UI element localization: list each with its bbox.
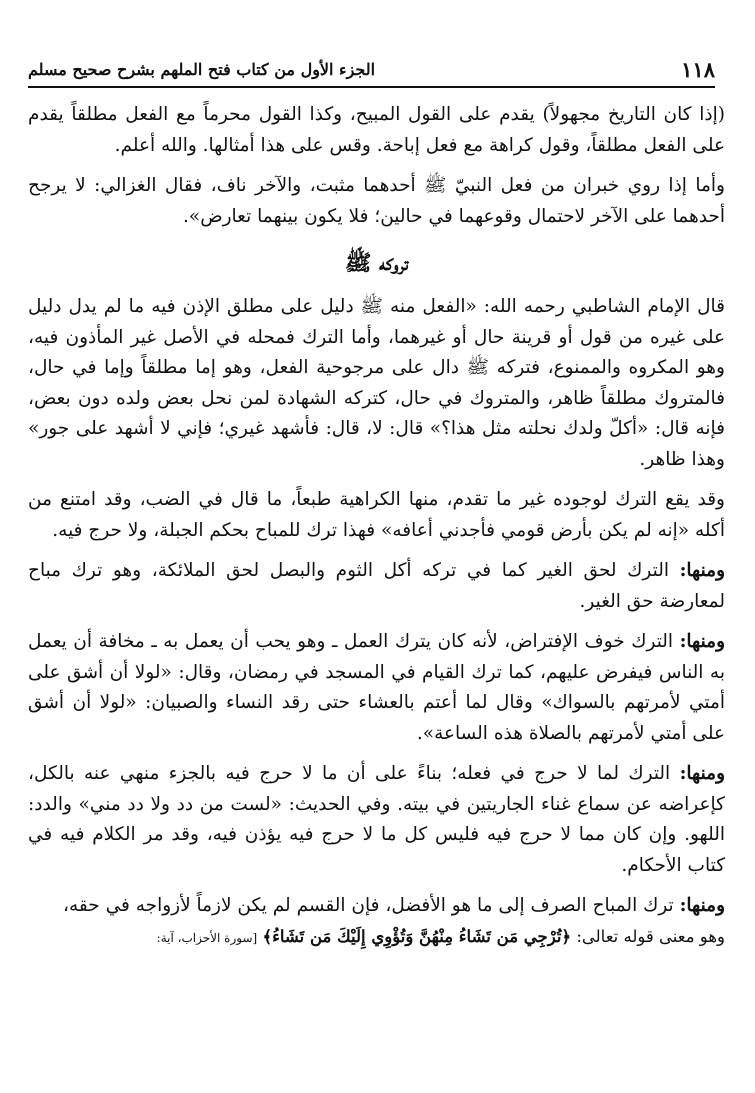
paragraph-minha-1 — [28, 556, 725, 617]
lead-word: ومنها: — [679, 631, 725, 652]
section-heading: تروكه ﷺ — [344, 250, 409, 276]
book-title: الجزء الأول من كتاب فتح الملهم بشرح صحيح مسلم — [28, 59, 376, 79]
paragraph-dating: (إذا كان التاريخ مجهولاً) يقدم على القول المبيح، وكذا القول محرماً مع الفعل مطلقاً يقدم على الفعل مطلقاً، وقول كراهة مع فعل إباحة. وقس على هذا أمثالها. والله أعلم. — [28, 104, 725, 156]
last-line — [28, 922, 725, 954]
paragraph-minha-2 — [28, 627, 725, 749]
surah-reference: [سورة الأحزاب، آية: — [156, 930, 258, 945]
paragraph-text: ترك المباح الصرف إلى ما هو الأفضل، فإن القسم لم يكن لازماً لأزواجه في حقه، — [63, 895, 680, 916]
paragraph-text: الترك لحق الغير كما في تركه أكل الثوم والبصل لحق الملائكة، وهو ترك مباح لمعارضة حق الغير. — [28, 560, 725, 612]
paragraph-minha-4 — [28, 891, 725, 922]
paragraph-ghazali: وأما إذا روي خبران من فعل النبيّ ﷺ أحدهما مثبت، والآخر ناف، فقال الغزالي: لا يرجح أحدهما على الآخر لاحتمال وقوعهما في حالين؛ فلا يكون بينهما تعارض». — [28, 175, 725, 227]
running-header — [28, 52, 715, 88]
paragraph-minha-3 — [28, 759, 725, 881]
last-line-text: وهو معنى قوله تعالى: — [571, 926, 725, 946]
lead-word: ومنها: — [679, 763, 725, 784]
quran-verse: ﴿تُرْجِي مَن تَشَاءُ مِنْهُنَّ وَتُؤْوِي إِلَيْكَ مَن تَشَاءُ﴾ — [262, 926, 572, 946]
paragraph-shatibi: قال الإمام الشاطبي رحمه الله: «الفعل منه ﷺ دليل على مطلق الإذن فيه ما لم يدل دليل على غيره من قول أو قرينة حال أو غيرهما، وأما الترك فمحله في الأصل غير المأذون فيه، وهو المكروه والممنوع، فتركه ﷺ دال على مرجوحية الفعل، وهو إما مطلقاً وإما في حال، فالمتروك مطلقاً ظاهر، والمتروك في حال، كتركه الشهادة لمن نحل بعض ولده دون بعض، فإنه قال: «أكلّ ولدك نحلته مثل هذا؟» قال: لا، قال: فأشهد غيري؛ فإني لا أشهد على جور» وهذا ظاهر. — [28, 296, 725, 470]
page-number: ١١٨ — [681, 56, 715, 82]
paragraph-text: الترك لما لا حرج في فعله؛ بناءً على أن ما لا حرج فيه بالجزء منهي عنه بالكل، كإعراضه عن سماع غناء الجاريتين في بيته. وفي الحديث: «لست من دد ولا دد مني» والدد: اللهو. وإن كان مما لا حرج فيه فليس كل ما لا حرج فيه يؤذن فيه، وقد مر الكلام فيه في كتاب الأحكام. — [28, 763, 725, 876]
lead-word: ومنها: — [679, 895, 725, 916]
paragraph-text: الترك خوف الإفتراض، لأنه كان يترك العمل ـ وهو يحب أن يعمل به ـ مخافة أن يعمل به الناس فيفرض عليهم، كما ترك القيام في المسجد في رمضان، وقال: «لولا أن أشق على أمتي لأمرتهم بالسواك» وقال لما أعتم بالعشاء حتى رقد النساء والصبيان: «لولا أن أشق على أمتي لأمرتهم بالصلاة هذه الساعة». — [28, 631, 725, 744]
paragraph-dabb: وقد يقع الترك لوجوده غير ما تقدم، منها الكراهية طبعاً، ما قال في الضب، وقد امتنع من أكله «إنه لم يكن بأرض قومي فأجدني أعافه» فهذا ترك للمباح بحكم الجبلة، ولا حرج فيه. — [28, 489, 725, 541]
body-text — [28, 100, 725, 953]
lead-word: ومنها: — [679, 560, 725, 581]
